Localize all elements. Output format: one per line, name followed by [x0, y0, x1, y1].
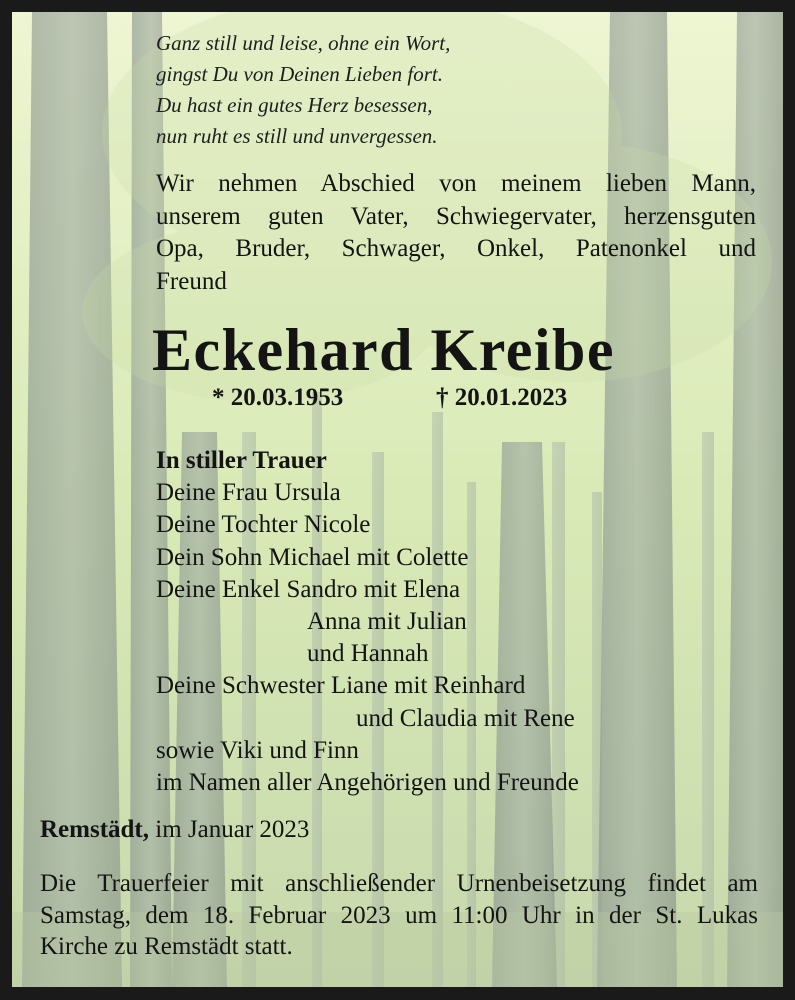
- deceased-name: Eckehard Kreibe: [152, 317, 616, 383]
- funeral-service-info: [40, 868, 758, 963]
- death-date: † 20.01.2023: [436, 384, 568, 411]
- obituary-notice: [12, 12, 783, 987]
- mourner-line: Deine Enkel Sandro mit Elena: [156, 575, 461, 603]
- place-and-date: [40, 816, 309, 844]
- poem-line: gingst Du von Deinen Lieben fort.: [156, 62, 443, 86]
- mourner-line: Anna mit Julian: [307, 608, 467, 636]
- mourner-line: und Hannah: [307, 640, 429, 668]
- place-date: im Januar 2023: [155, 816, 310, 843]
- mourner-line: im Namen aller Angehörigen und Freunde: [156, 769, 579, 797]
- farewell-paragraph: [156, 168, 756, 298]
- farewell-line: unserem guten Vater, Schwiegervater, herzensguten: [156, 202, 756, 230]
- poem: [156, 28, 450, 152]
- mourners-list: [156, 445, 579, 799]
- mourner-line: und Claudia mit Rene: [356, 704, 575, 732]
- birth-date: * 20.03.1953: [212, 384, 344, 411]
- place-town: Remstädt,: [40, 816, 150, 843]
- service-line: Samstag, dem 18. Februar 2023 um 11:00 Uhr in der St. Lukas: [40, 901, 758, 929]
- farewell-line: Freund: [156, 267, 227, 295]
- farewell-line: Opa, Bruder, Schwager, Onkel, Patenonkel und: [156, 235, 756, 262]
- mourners-heading: In stiller Trauer: [156, 447, 327, 474]
- farewell-line: Wir nehmen Abschied von meinem lieben Mann,: [156, 170, 756, 197]
- poem-line: Ganz still und leise, ohne ein Wort,: [156, 31, 451, 55]
- mourner-line: Deine Tochter Nicole: [156, 511, 371, 539]
- mourner-line: Deine Schwester Liane mit Reinhard: [156, 672, 526, 700]
- poem-line: Du hast ein gutes Herz besessen,: [156, 93, 433, 117]
- mourner-line: Deine Frau Ursula: [156, 479, 341, 507]
- mourner-line: sowie Viki und Finn: [156, 736, 359, 764]
- service-line: Kirche zu Remstädt statt.: [40, 933, 293, 960]
- service-line: Die Trauerfeier mit anschließender Urnenbeisetzung findet am: [40, 870, 758, 897]
- mourner-line: Dein Sohn Michael mit Colette: [156, 543, 469, 571]
- poem-line: nun ruht es still und unvergessen.: [156, 124, 438, 148]
